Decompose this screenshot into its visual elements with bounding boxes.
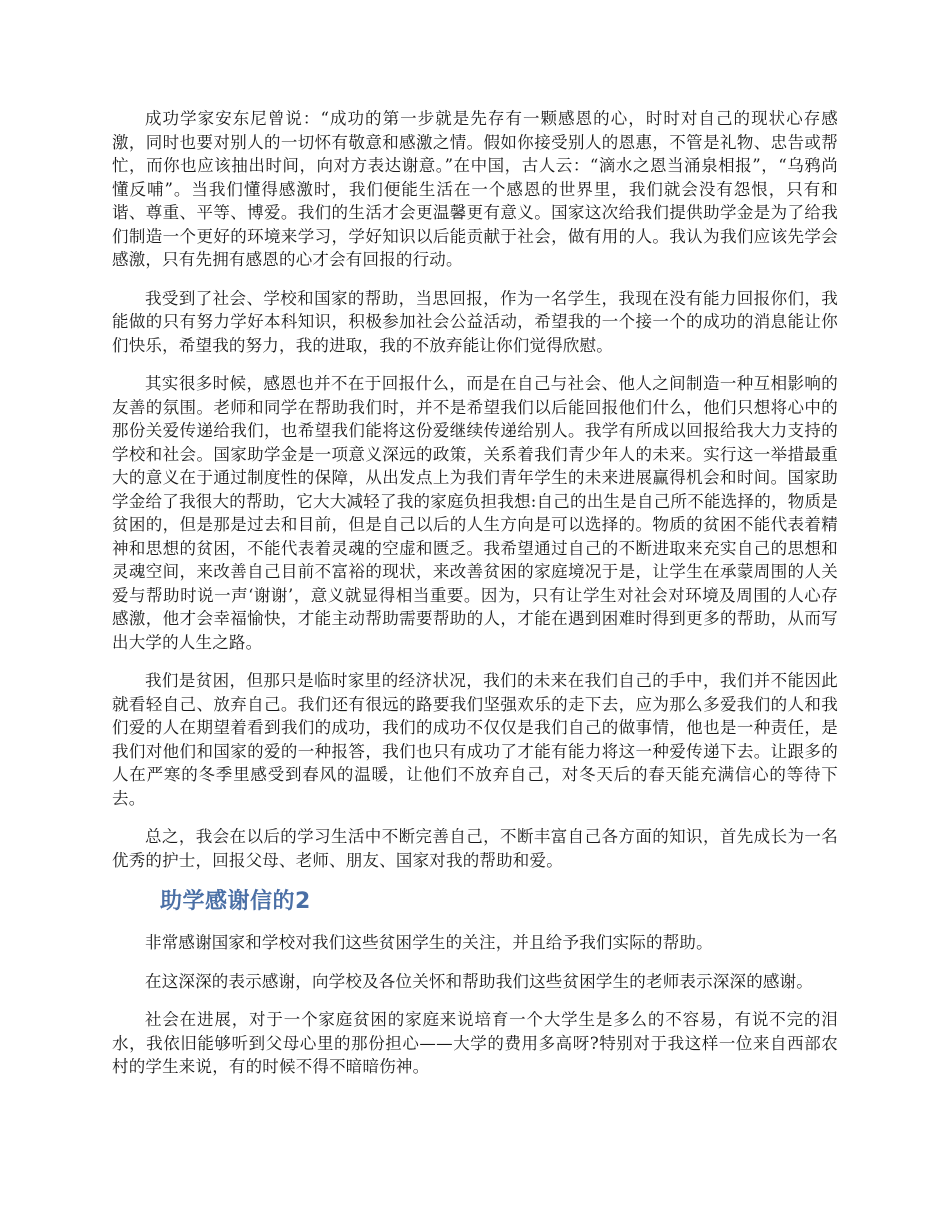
section-heading: 助学感谢信的2 — [160, 889, 311, 914]
paragraph: 我们是贫困，但那只是临时家里的经济状况，我们的未来在我们自己的手中，我们并不能因此就看轻自己、放弃自己。我们还有很远的路要我们坚强欢乐的走下去，应为那么多爱我们的人和我们爱的人在期望着看到我们的成功，我们的成功不仅仅是我们自己的做事情，他也是一种责任，是我们对他们和国家的爱的一种报答，我们也只有成功了才能有能力将这一种爱传递下去。让跟多的人在严寒的冬季里感受到春风的温暖，让他们不放弃自己，对冬天后的春天能充满信心的等待下去。 — [112, 671, 838, 808]
paragraph: 非常感谢国家和学校对我们这些贫困学生的关注，并且给予我们实际的帮助。 — [145, 933, 713, 952]
paragraph: 成功学家安东尼曾说：“成功的第一步就是先存有一颗感恩的心，时时对自己的现状心存感激，同时也要对别人的一切怀有敬意和感激之情。假如你接受别人的恩惠，不管是礼物、忠告或帮忙，而你也应该抽出时间，向对方表达谢意。”在中国，古人云：“滴水之恩当涌泉相报”，“乌鸦尚懂反哺”。当我们懂得感激时，我们便能生活在一个感恩的世界里，我们就会没有怨恨，只有和谐、尊重、平等、博爱。我们的生活才会更温馨更有意义。国家这次给我们提供助学金是为了给我们制造一个更好的环境来学习，学好知识以后能贡献于社会，做有用的人。我认为我们应该先学会感激，只有先拥有感恩的心才会有回报的行动。 — [112, 109, 838, 269]
paragraph: 总之，我会在以后的学习生活中不断完善自己，不断丰富自己各方面的知识，首先成长为一名优秀的护士，回报父母、老师、朋友、国家对我的帮助和爱。 — [112, 827, 838, 870]
paragraph: 社会在进展，对于一个家庭贫困的家庭来说培育一个大学生是多么的不容易，有说不完的泪水，我依旧能够听到父母心里的那份担心——大学的费用多高呀?特别对于我这样一位来自西部农村的学生来说，有的时候不得不暗暗伤神。 — [112, 1010, 838, 1076]
paragraph: 我受到了社会、学校和国家的帮助，当思回报，作为一名学生，我现在没有能力回报你们，我能做的只有努力学好本科知识，积极参加社会公益活动，希望我的一个接一个的成功的消息能让你们快乐，希望我的努力，我的进取，我的不放弃能让你们觉得欣慰。 — [112, 288, 838, 355]
paragraph: 在这深深的表示感谢，向学校及各位关怀和帮助我们这些贫困学生的老师表示深深的感谢。 — [145, 971, 813, 991]
paragraph: 其实很多时候，感恩也并不在于回报什么，而是在自己与社会、他人之间制造一种互相影响的友善的氛围。老师和同学在帮助我们时，并不是希望我们以后能回报他们什么，他们只想将心中的那份关爱传递给我们，也希望我们能将这份爱继续传递给别人。我学有所成以回报给我大力支持的学校和社会。国家助学金是一项意义深远的政策，关系着我们青少年人的未来。实行这一举措最重大的意义在于通过制度性的保障，从出发点上为我们青年学生的未来进展赢得机会和时间。国家助学金给了我很大的帮助，它大大减轻了我的家庭负担我想:自己的出生是自己所不能选择的，物质是贫困的，但是那是过去和目前，但是自己以后的人生方向是可以选择的。物质的贫困不能代表着精神和思想的贫困，不能代表着灵魂的空虚和匮乏。我希望通过自己的不断进取来充实自己的思想和灵魂空间，来改善自己目前不富裕的现状，来改善贫困的家庭境况于是，让学生在承蒙周围的人关爱与帮助时说一声‘谢谢’，意义就显得相当重要。因为，只有让学生对社会对环境及周围的人心存感激，他才会幸福愉快，才能主动帮助需要帮助的人，才能在遇到困难时得到更多的帮助，从而写出大学的人生之路。 — [112, 374, 838, 652]
document-page — [112, 107, 838, 1094]
